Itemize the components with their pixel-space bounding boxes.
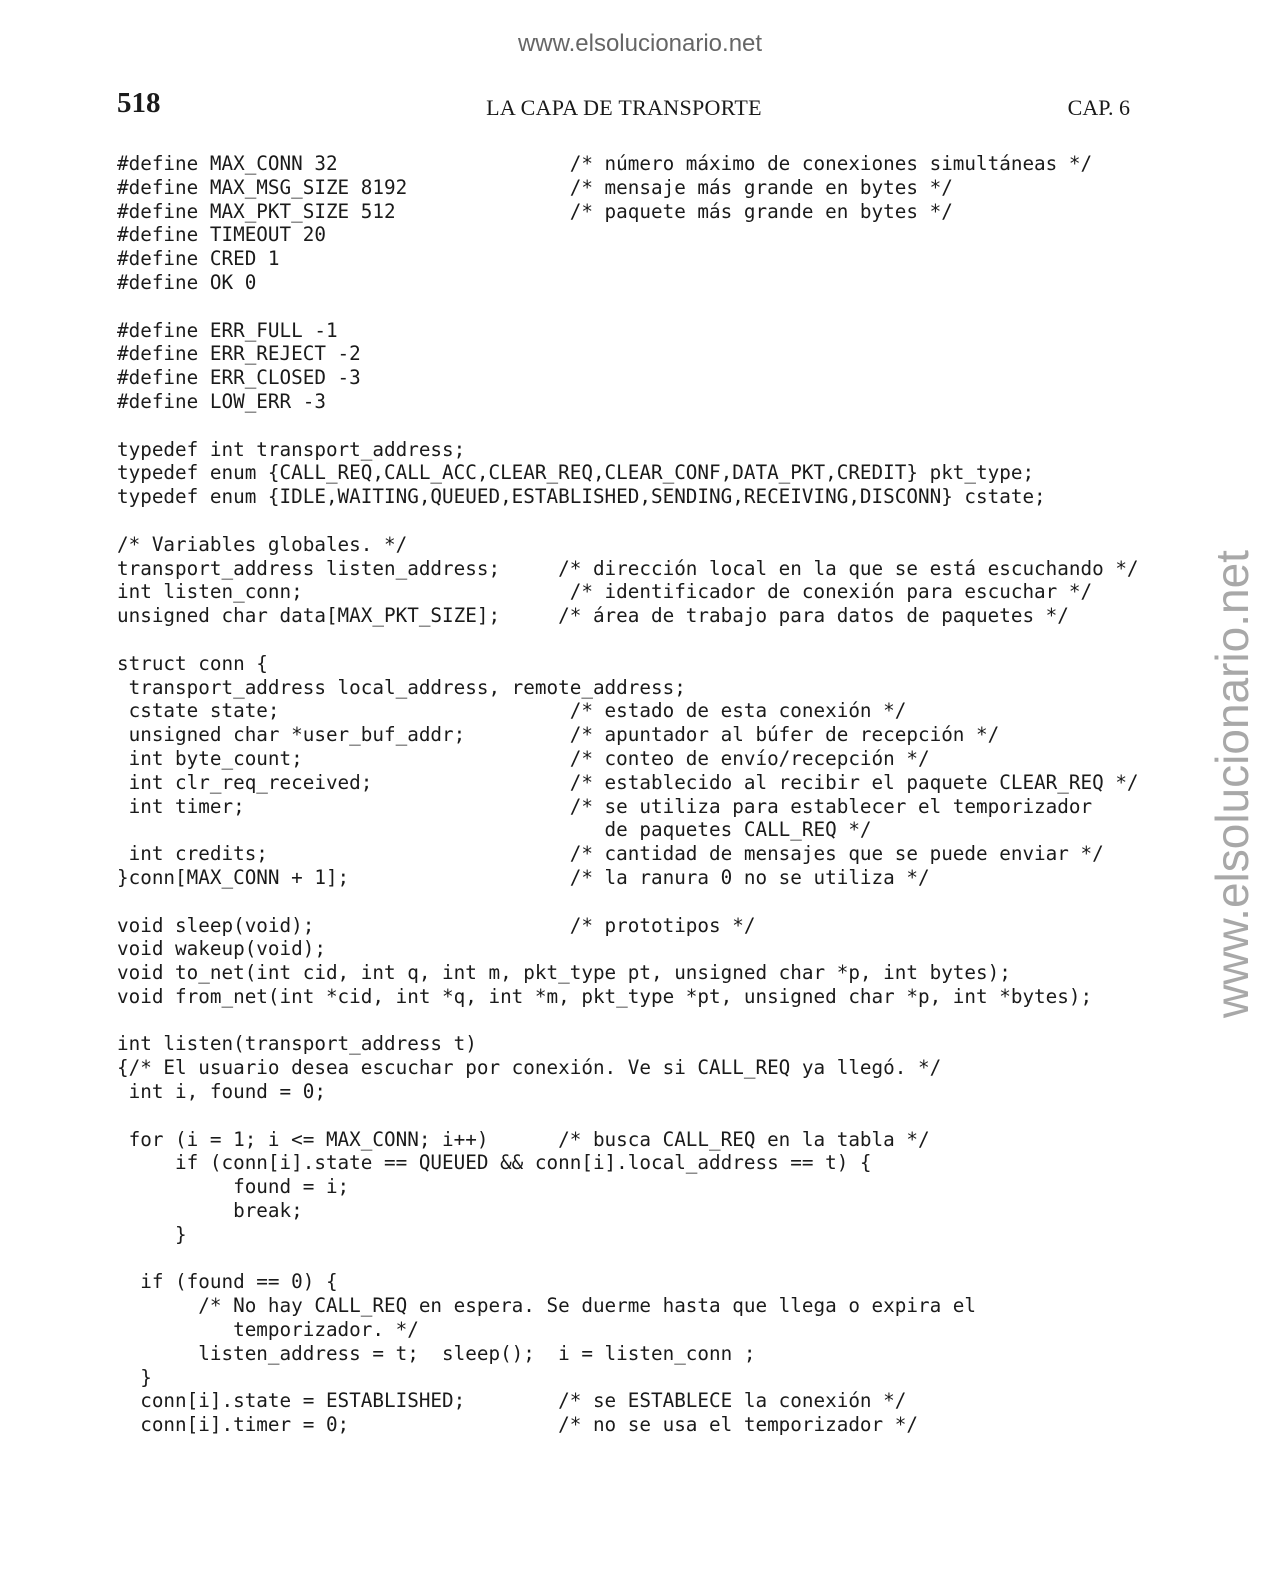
code-line: cstate state; /* estado de esta conexión */ — [117, 699, 907, 723]
code-line: unsigned char *user_buf_addr; /* apuntador al búfer de recepción */ — [117, 723, 1000, 747]
code-line: int byte_count; /* conteo de envío/recepción */ — [117, 746, 930, 770]
code-line — [117, 414, 1167, 438]
code-listing — [117, 152, 1167, 1437]
code-line: #define CRED 1 — [117, 247, 280, 271]
code-line: #define MAX_MSG_SIZE 8192 /* mensaje más grande en bytes */ — [117, 175, 953, 199]
page-number: 518 — [117, 87, 161, 119]
code-line: temporizador. */ — [117, 1318, 419, 1342]
code-line: #define LOW_ERR -3 — [117, 389, 326, 413]
code-line: #define ERR_CLOSED -3 — [117, 366, 361, 390]
watermark-side: www.elsolucionario.net — [1206, 550, 1258, 1018]
code-line: typedef enum {CALL_REQ,CALL_ACC,CLEAR_REQ,CLEAR_CONF,DATA_PKT,CREDIT} pkt_type; — [117, 461, 1035, 485]
code-line: #define ERR_FULL -1 — [117, 318, 338, 342]
code-line: conn[i].timer = 0; /* no se usa el temporizador */ — [117, 1413, 918, 1437]
watermark-top: www.elsolucionario.net — [517, 30, 763, 57]
code-line: #define MAX_CONN 32 /* número máximo de conexiones simultáneas */ — [117, 152, 1093, 175]
code-line: int listen_conn; /* identificador de conexión para escuchar */ — [117, 580, 1093, 604]
code-line: found = i; — [117, 1175, 350, 1199]
code-line: int i, found = 0; — [117, 1080, 326, 1104]
code-line: #define OK 0 — [117, 270, 257, 294]
code-line: typedef int transport_address; — [117, 437, 466, 461]
code-line: }conn[MAX_CONN + 1]; /* la ranura 0 no se utiliza */ — [117, 865, 930, 889]
code-line: if (conn[i].state == QUEUED && conn[i].local_address == t) { — [117, 1151, 872, 1175]
code-line: struct conn { — [117, 651, 268, 675]
code-line: } — [117, 1365, 152, 1389]
code-line: void to_net(int cid, int q, int m, pkt_type pt, unsigned char *p, int bytes); — [117, 961, 1011, 985]
code-line — [117, 628, 1167, 652]
code-line: int clr_req_received; /* establecido al recibir el paquete CLEAR_REQ */ — [117, 770, 1139, 794]
code-line: de paquetes CALL_REQ */ — [117, 818, 872, 842]
code-line — [117, 1104, 1167, 1128]
code-line: {/* El usuario desea escuchar por conexión. Ve si CALL_REQ ya llegó. */ — [117, 1056, 942, 1080]
code-line: typedef enum {IDLE,WAITING,QUEUED,ESTABLISHED,SENDING,RECEIVING,DISCONN} cstate; — [117, 485, 1046, 509]
code-line: /* Variables globales. */ — [117, 532, 408, 556]
code-line: if (found == 0) { — [117, 1270, 338, 1294]
code-line: transport_address local_address, remote_address; — [117, 675, 686, 699]
code-line: void wakeup(void); — [117, 937, 326, 961]
code-line: } — [117, 1222, 187, 1246]
code-line — [117, 295, 1167, 319]
code-line — [117, 1009, 1167, 1033]
code-line: int timer; /* se utiliza para establecer el temporizador — [117, 794, 1093, 818]
code-line — [117, 1247, 1167, 1271]
chapter-label: CAP. 6 — [1067, 95, 1130, 120]
code-line: #define MAX_PKT_SIZE 512 /* paquete más grande en bytes */ — [117, 199, 953, 223]
code-line: transport_address listen_address; /* dirección local en la que se está escuchando */ — [117, 556, 1139, 580]
code-line: /* No hay CALL_REQ en espera. Se duerme hasta que llega o expira el — [117, 1294, 977, 1318]
code-line — [117, 509, 1167, 533]
code-line: listen_address = t; sleep(); i = listen_conn ; — [117, 1341, 756, 1365]
code-line — [117, 890, 1167, 914]
code-line: #define TIMEOUT 20 — [117, 223, 326, 247]
code-line: void sleep(void); /* prototipos */ — [117, 913, 756, 937]
code-line: void from_net(int *cid, int *q, int *m, pkt_type *pt, unsigned char *p, int *bytes); — [117, 984, 1093, 1008]
code-line: conn[i].state = ESTABLISHED; /* se ESTABLECE la conexión */ — [117, 1389, 907, 1413]
code-line: unsigned char data[MAX_PKT_SIZE]; /* área de trabajo para datos de paquetes */ — [117, 604, 1069, 628]
code-line: #define ERR_REJECT -2 — [117, 342, 361, 366]
code-line: int credits; /* cantidad de mensajes que se puede enviar */ — [117, 842, 1104, 866]
code-line: int listen(transport_address t) — [117, 1032, 477, 1056]
running-title: LA CAPA DE TRANSPORTE — [486, 95, 762, 120]
code-line: for (i = 1; i <= MAX_CONN; i++) /* busca CALL_REQ en la tabla */ — [117, 1127, 930, 1151]
code-line: break; — [117, 1199, 303, 1223]
